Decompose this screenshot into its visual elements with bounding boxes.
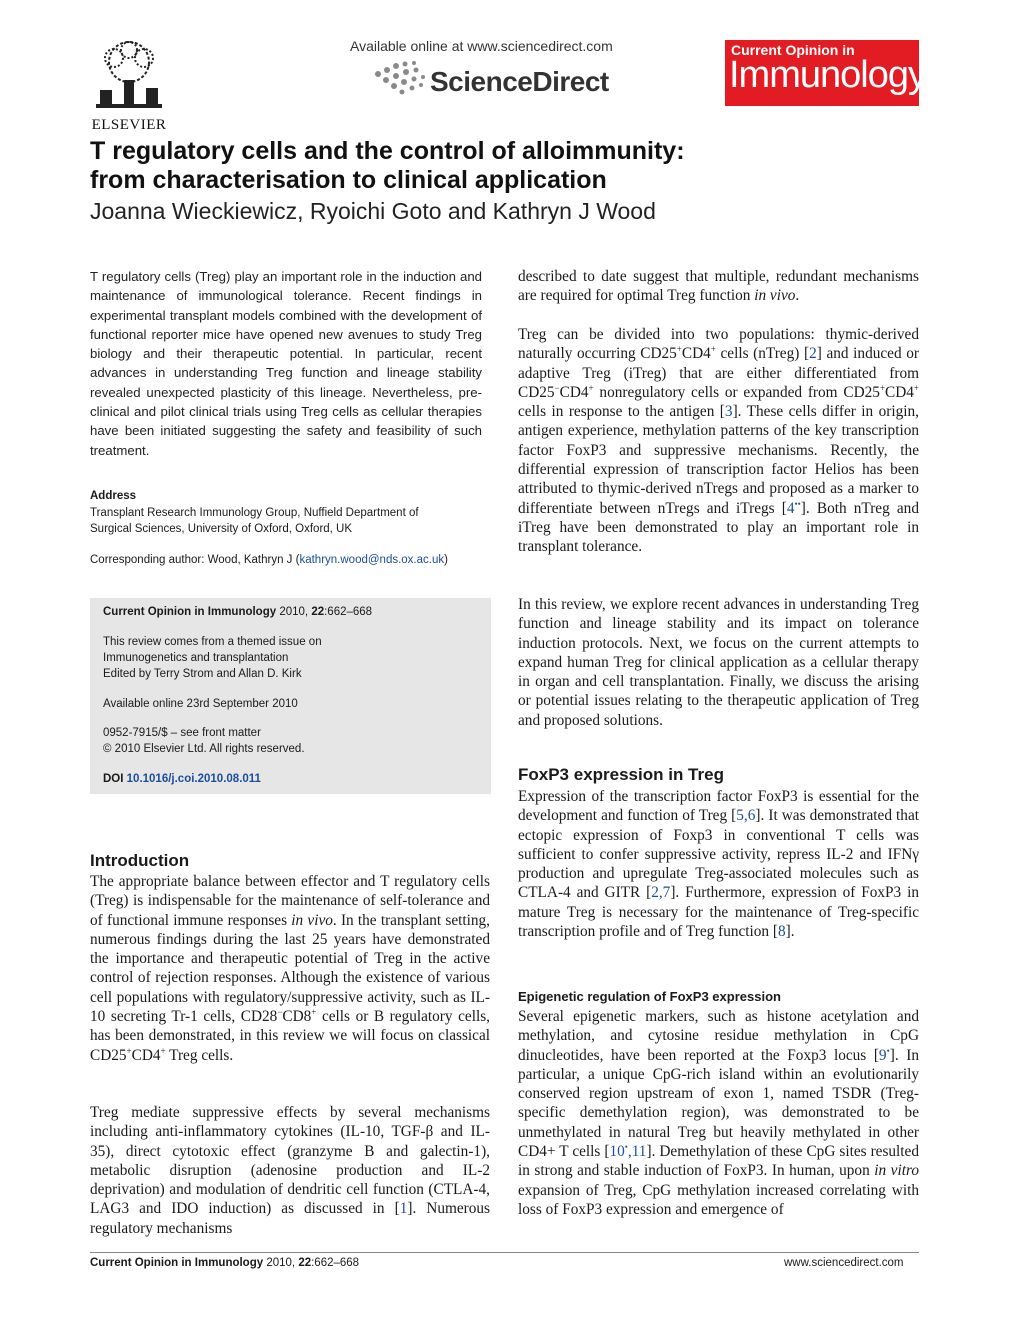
footer-divider	[90, 1252, 919, 1253]
info-volume: 22	[311, 606, 325, 618]
footer-journal: Current Opinion in Immunology	[90, 1257, 264, 1269]
footer-volume: 22	[298, 1257, 312, 1269]
info-issn: 0952-7915/$ – see front matter	[103, 727, 261, 739]
text: .	[795, 287, 800, 305]
reference-link[interactable]: 9	[878, 1046, 887, 1064]
address-heading: Address	[90, 490, 137, 502]
sup-plus: +	[710, 344, 716, 355]
reference-mark: ••	[794, 498, 801, 509]
text: Treg cells.	[165, 1046, 234, 1064]
foxp3-heading: FoxP3 expression in Treg	[518, 765, 724, 784]
text: The appropriate balance between effector and T regulatory cells (Treg) is indispensable for the maintenance of self-tolerance and of functional immune responses	[90, 873, 490, 929]
right-paragraph-4	[518, 787, 919, 941]
info-pages: :662–668	[324, 606, 373, 618]
sup-minus: −	[554, 382, 560, 393]
reference-link[interactable]: 2	[809, 345, 817, 363]
text: Several epigenetic markers, such as histone acetylation and methylation, and cytosine residue methylation in CpG dinucleotides, have been reported at the Foxp3 locus [	[518, 1008, 919, 1064]
authors: Joanna Wieckiewicz, Ryoichi Goto and Kathryn J Wood	[90, 198, 656, 224]
text: ] and induced or adaptive Treg (iTreg) that are either differentiated from CD25	[518, 345, 919, 401]
text-italic: in vivo	[754, 287, 796, 305]
reference-mark: •	[886, 1045, 890, 1056]
right-paragraph-3: In this review, we explore recent advances in understanding Treg function and lineage stability and its impact on tolerance induction protocols. Next, we focus on the current attempts to expand human Treg for clinical application as a cellular therapy in organ and cell transplantation. Finally, we discuss the arising or potential issues relating to the therapeutic application of Treg and proposed solutions.	[518, 596, 919, 729]
info-doi-link[interactable]: 10.1016/j.coi.2010.08.011	[126, 773, 261, 785]
title-line-2: from characterisation to clinical application	[90, 166, 607, 194]
text: cells (nTreg) [	[715, 345, 810, 363]
epigenetic-heading: Epigenetic regulation of FoxP3 expression	[518, 989, 781, 1004]
footer-citation	[90, 1257, 359, 1269]
sup-minus: −	[277, 1006, 283, 1017]
text: . In the transplant setting, numerous findings during the last 25 years have demonstrated the importance and therapeutic potential of Treg in the active control of rejection responses. Although the existence of various cell populations with regulatory/suppressive activity, such as IL-10 secreting Tr-1 cells, CD28	[90, 911, 490, 1026]
address-line-2: Surgical Sciences, University of Oxford, Oxford, UK	[90, 523, 353, 535]
elsevier-logo	[88, 40, 170, 133]
text: CD4	[681, 345, 711, 363]
journal-banner[interactable]	[725, 40, 926, 106]
elsevier-tree-icon	[94, 40, 164, 110]
sup-plus: +	[160, 1045, 166, 1056]
text: Treg mediate suppressive effects by several mechanisms including anti-inflammatory cytokines (IL-10, TGF-β and IL-35), direct cytotoxic effect (granzyme B and galectin-1), metabolic disruption (adenosine production and IL-2 deprivation) and modulation of dendritic cell function (CTLA-4, LAG3 and IDO induction) as discussed in [	[90, 1104, 490, 1218]
sup-plus: +	[126, 1045, 132, 1056]
text-italic: in vitro	[874, 1162, 919, 1180]
title-line-1: T regulatory cells and the control of alloimmunity:	[90, 137, 685, 165]
sup-plus: +	[879, 382, 886, 393]
reference-link[interactable]: 4	[786, 499, 795, 517]
text: ]. These cells differ in origin, antigen experience, methylation patterns of the key transcription factor FoxP3 and suppressive mechanisms. Recently, the differential expression of transcription factor Helios has been attributed to thymic-derived nTregs and proposed as a marker to differentiate between nTregs and iTregs [	[518, 403, 919, 517]
corresponding-author	[90, 554, 448, 566]
available-online[interactable]: Available online at www.sciencedirect.com	[350, 38, 613, 54]
info-doi-label: DOI	[103, 773, 124, 785]
corr-suffix: )	[444, 554, 448, 566]
text: CD4	[131, 1046, 161, 1064]
right-paragraph-5	[518, 1007, 919, 1219]
sup-plus: +	[676, 344, 682, 355]
corr-email-link[interactable]: kathryn.wood@nds.ox.ac.uk	[299, 554, 445, 566]
intro-paragraph-2	[90, 1103, 490, 1238]
sciencedirect-wordmark: ScienceDirect	[430, 66, 609, 97]
text: described to date suggest that multiple, redundant mechanisms are required for optimal Treg function	[518, 268, 919, 305]
text: ].	[785, 923, 795, 941]
text: Expression of the transcription factor FoxP3 is essential for the development and function of Treg [	[518, 788, 919, 825]
text: nonregulatory cells or expanded from CD25	[593, 383, 880, 401]
text: ]. Numerous regulatory mechanisms	[90, 1200, 490, 1237]
reference-link[interactable]: 5,6	[736, 807, 756, 825]
sup-plus: +	[311, 1006, 317, 1017]
info-doi	[103, 771, 261, 787]
text: CD4	[559, 383, 589, 401]
abstract: T regulatory cells (Treg) play an important role in the induction and maintenance of immunological tolerance. Recent findings in experimental transplant models combined with the development of functional reporter mice have opened new avenues to study Treg biology and their therapeutic potential. In particular, recent advances in understanding Treg function and lineage stability revealed unexpected plasticity of this lineage. Nevertheless, pre-clinical and pilot clinical trials using Treg cells as cellular therapies have been initiated suggesting the safety and feasibility of such treatment.	[90, 269, 482, 458]
info-available: Available online 23rd September 2010	[103, 698, 298, 710]
footer-url[interactable]: www.sciencedirect.com	[784, 1257, 904, 1269]
info-theme-3: Edited by Terry Strom and Allan D. Kirk	[103, 668, 302, 680]
text: ]. Furthermore, expression of FoxP3 in mature Treg is necessary for the maintenance of Treg-specific transcription profile and of Treg function [	[518, 884, 919, 941]
footer-pages: :662–668	[311, 1257, 360, 1269]
corr-prefix: Corresponding author: Wood, Kathryn J (	[90, 554, 300, 566]
elsevier-wordmark: ELSEVIER	[91, 117, 167, 133]
reference-link[interactable]: 8	[778, 923, 786, 941]
reference-link[interactable]: ,11	[627, 1143, 647, 1161]
text: CD8	[282, 1008, 312, 1026]
reference-link[interactable]: 1	[399, 1200, 408, 1218]
sup-plus: +	[588, 382, 594, 393]
text: expansion of Treg, CpG methylation increased correlating with loss of FoxP3 expression and emergence of	[518, 1181, 919, 1218]
reference-mark: •	[624, 1141, 628, 1152]
reference-link[interactable]: 3	[724, 403, 733, 421]
text: ]. In particular, a unique CpG-rich island within an evolutionarily conserved region upstream of exon 1, named TSDR (Treg-specific demethylation region), was demonstrated to be unmethylated in natural Treg but heavily methylated in other CD4+ T cells [	[518, 1046, 919, 1161]
introduction-heading: Introduction	[90, 851, 190, 870]
info-year: 2010,	[276, 606, 312, 618]
text: Treg can be divided into two populations: thymic-derived naturally occurring CD25	[518, 326, 919, 363]
reference-link[interactable]: 2,7	[651, 884, 671, 902]
address-line-1: Transplant Research Immunology Group, Nuffield Department of	[90, 507, 419, 519]
sciencedirect-dots-icon	[372, 60, 428, 104]
footer-year: 2010,	[263, 1257, 299, 1269]
article-info-box	[90, 598, 491, 794]
sup-plus: +	[913, 382, 919, 393]
address-body	[90, 505, 480, 537]
text-italic: in vivo	[291, 911, 333, 929]
info-theme-1: This review comes from a themed issue on	[103, 636, 322, 648]
info-citation	[103, 604, 372, 620]
text: cells or B regulatory cells, has been demonstrated, in this review we will focus on classical CD25	[90, 1008, 490, 1064]
right-paragraph-1	[518, 267, 919, 306]
intro-paragraph-1	[90, 872, 490, 1065]
journal-banner-big: Immunology	[729, 54, 926, 96]
info-journal: Current Opinion in Immunology	[103, 606, 277, 618]
text: cells in response to the antigen [	[518, 403, 725, 421]
sciencedirect-logo[interactable]	[372, 58, 612, 106]
text: ]. It was demonstrated that ectopic expression of Foxp3 in conventional T cells was sufficient to confer suppressive activity, repress IL-2 and IFNγ production and upregulate Treg-associated molecules such as CTLA-4 and GITR [	[518, 807, 919, 902]
article-title	[90, 137, 940, 195]
text: ]. Both nTreg and iTreg have been demonstrated to play an important role in transplant tolerance.	[518, 499, 919, 556]
info-copyright: © 2010 Elsevier Ltd. All rights reserved.	[103, 743, 305, 755]
journal-banner-small: Current Opinion in	[731, 42, 855, 58]
right-paragraph-2	[518, 325, 919, 557]
text: ]. Demethylation of these CpG sites resulted in strong and stable induction of FoxP3. In human, upon	[518, 1143, 919, 1180]
text: CD4	[885, 383, 914, 401]
reference-link[interactable]: 10	[609, 1143, 625, 1161]
info-theme-2: Immunogenetics and transplantation	[103, 652, 289, 664]
